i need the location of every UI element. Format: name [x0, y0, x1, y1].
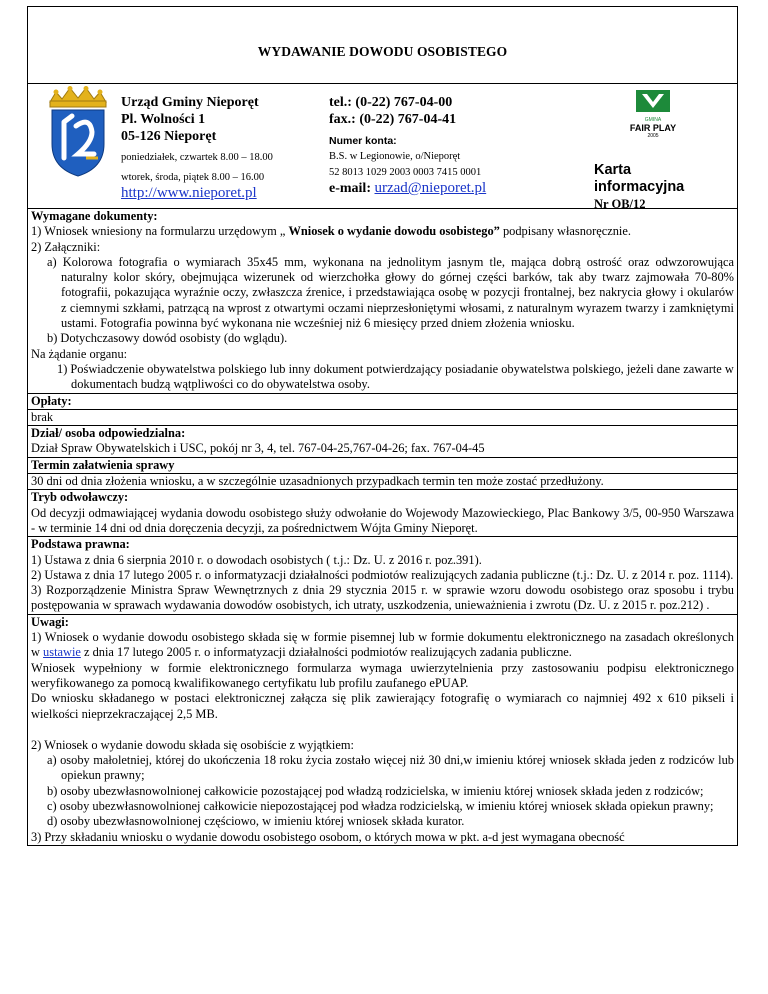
card-line-2: informacyjna [594, 179, 685, 195]
card-line-1: Karta [594, 162, 632, 178]
dept-heading: Dział/ osoba odpowiedzialna: [28, 425, 737, 441]
fees-heading: Opłaty: [28, 393, 737, 409]
info-table [27, 208, 738, 846]
header [27, 84, 738, 211]
fair-play-check-icon [636, 90, 670, 112]
dept-text: Dział Spraw Obywatelskich i USC, pokój nr 3, 4, tel. 767-04-25,767-04-26; fax. 767-04-45 [31, 441, 485, 456]
notes-item-1: 1) Wniosek o wydanie dowodu osobistego składa się w formie pisemnej lub w formie dokumentu elektronicznego na zasadach określonych w ustawie z dnia 17 lutego 2005 r. o informatyzacji działalności podmiotów realizujących zadania publiczne. [31, 630, 734, 660]
docs-demand-item-1: 1) Poświadczenie obywatelstwa polskiego lub inny dokument potwierdzający posiadanie obywatelstwa polskiego, jeżeli dane zawarte w dokumentach budzą wątpliwości co do obywatelstwa osoby. [57, 361, 734, 392]
website-link[interactable]: http://www.nieporet.pl [121, 185, 257, 201]
docs-body [28, 224, 737, 392]
badge-year: 2005 [647, 133, 659, 139]
email-link[interactable]: urzad@nieporet.pl [374, 180, 487, 196]
notes-item-2b: b) osoby ubezwłasnowolnionej całkowicie pozostającej pod władzą rodzicielska, w imieniu której wniosek składa jeden z rodziców; [47, 783, 704, 798]
docs-heading: Wymagane dokumenty: [31, 209, 158, 223]
docs-item-2a: a) Kolorowa fotografia o wymiarach 35x45 mm, wykonana na jednolitym jasnym tle, mająca dobrą ostrość oraz odwzorowująca naturalny kolor skóry, obejmująca wizerunek od wierzchołka głowy do górnej części barków, tak aby twarz zajmowała 70-80% fotografii, pokazująca wyraźnie oczy, zwłaszcza źrenice, i przedstawiająca osobę w pozycji frontalnej, bez nakrycia głowy i okularów z ciemnymi szkłami, patrzącą na wprost z otwartymi oczami nieprzesłoniętymi włosami, z naturalnym wyrazem twarzy i zamkniętymi ustami. Fotografia powinna być wykonana nie wcześniej niż 6 miesięcy przed dniem złożenia wniosku. [47, 254, 734, 331]
notes-body [28, 630, 737, 845]
bank-name: B.S. w Legionowie, o/Nieporęt [329, 151, 461, 162]
notes-item-2c: c) osoby ubezwłasnowolnionej całkowicie niepozostającej pod władza rodzicielską, w imieniu której wniosek składa opiekun prawny; [47, 798, 714, 813]
legal-item-2: 2) Ustawa z dnia 17 lutego 2005 r. o informatyzacji działalności podmiotów realizujących zadania publiczne (t.j.: Dz. U. z 2014 r. poz. 1114). [31, 567, 734, 582]
legal-item-1: 1) Ustawa z dnia 6 sierpnia 2010 r. o dowodach osobistych ( t.j.: Dz. U. z 2016 r. poz.391). [31, 552, 482, 567]
office-info [121, 94, 273, 202]
account-label: Numer konta: [329, 135, 397, 147]
title-box [27, 6, 738, 84]
phone-number: tel.: (0-22) 767-04-00 [329, 95, 453, 110]
appeal-heading: Tryb odwoławczy: [28, 489, 737, 505]
notes-item-2d: d) osoby ubezwłasnowolnionej częściowo, w imieniu której wniosek składa kurator. [47, 814, 465, 829]
account-number: 52 8013 1029 2003 0003 7415 0001 [329, 167, 482, 178]
notes-item-3: 3) Przy składaniu wniosku o wydanie dowodu osobistego osobom, o których mowa w pkt. a-d jest wymagana obecność [31, 829, 625, 844]
ustawa-link[interactable]: ustawie [43, 645, 81, 660]
deadline-heading: Termin załatwienia sprawy [28, 457, 737, 473]
page-title: WYDAWANIE DOWODU OSOBISTEGO [257, 44, 508, 59]
email-label: e-mail [329, 181, 367, 196]
badge-main: FAIR PLAY [629, 123, 677, 133]
legal-heading: Podstawa prawna: [28, 536, 737, 552]
deadline-text: 30 dni od dnia złożenia wniosku, a w szczególnie uzasadnionych przypadkach termin ten może zostać przedłużony. [28, 473, 737, 489]
notes-item-1b: Wniosek wypełniony w formie elektronicznego formularza wymaga uwierzytelnienia przy zastosowaniu podpisu elektronicznego weryfikowanego za pomocą kwalifikowanego certyfikatu lub profilu zaufanego ePUAP. [31, 660, 734, 690]
docs-item-2: 2) Załączniki: [31, 239, 101, 254]
notes-heading: Uwagi: [28, 614, 737, 630]
fax-number: fax.: (0-22) 767-04-41 [329, 112, 457, 127]
card-info [594, 162, 684, 213]
fees-text: brak [28, 409, 737, 425]
notes-item-2a: a) osoby małoletniej, której do ukończenia 18 roku życia zostało więcej niż 30 dni,w imieniu której wniosek składa jeden z rodziców lub opiekun prawny; [47, 753, 734, 783]
office-city: 05-126 Nieporęt [121, 129, 217, 144]
docs-demand: Na żądanie organu: [31, 346, 128, 361]
card-number: Nr OB/12 [594, 197, 646, 211]
notes-item-1c: Do wniosku składanego w postaci elektronicznej załącza się plik zawierający fotografię o wymiarach co najmniej 492 x 610 pikseli i wielkości nieprzekraczającej 2,5 MB. [31, 691, 734, 721]
office-hours-1: poniedziałek, czwartek 8.00 – 18.00 [121, 152, 273, 163]
appeal-text: Od decyzji odmawiającej wydania dowodu osobistego służy odwołanie do Wojewody Mazowieckiego, Plac Bankowy 3/5, 00-950 Warszawa - w terminie 14 dni od dnia doręczenia decyzji, za pośrednictwem Wójta Gminy Nieporęt. [31, 505, 734, 535]
docs-item-1: 1) Wniosek wniesiony na formularzu urzędowym „ Wniosek o wydanie dowodu osobistego” podpisany własnoręcznie. [31, 224, 631, 239]
legal-body [28, 553, 737, 614]
badge-top: GMINA [644, 117, 662, 123]
docs-item-2b: b) Dotychczasowy dowód osobisty (do wglądu). [47, 331, 288, 346]
fair-play-badge [593, 90, 713, 139]
office-street: Pl. Wolności 1 [121, 112, 206, 127]
office-hours-2: wtorek, środa, piątek 8.00 – 16.00 [121, 172, 265, 183]
notes-item-2: 2) Wniosek o wydanie dowodu składa się osobiście z wyjątkiem: [31, 737, 354, 752]
coat-of-arms-icon [46, 86, 110, 178]
legal-item-3: 3) Rozporządzenie Ministra Spraw Wewnętrznych z dnia 29 stycznia 2015 r. w sprawie wzoru dowodu osobistego oraz sposobu i trybu postępowania w sprawach wydawania dowodów osobistych, ich utraty, uszkodzenia, unieważnienia i zwrotu (Dz. U. z 2015 r. poz.212) . [31, 583, 734, 613]
office-name: Urząd Gminy Nieporęt [121, 95, 259, 110]
contact-info: tel.: (0-22) 767-04-00 fax.: (0-22) 767-04-41 Numer konta: B.S. w Legionowie, o/Nieporęt 52 8013 1029 2003 0003 7415 0001 e-mail: urzad@nieporet.pl [329, 95, 487, 196]
